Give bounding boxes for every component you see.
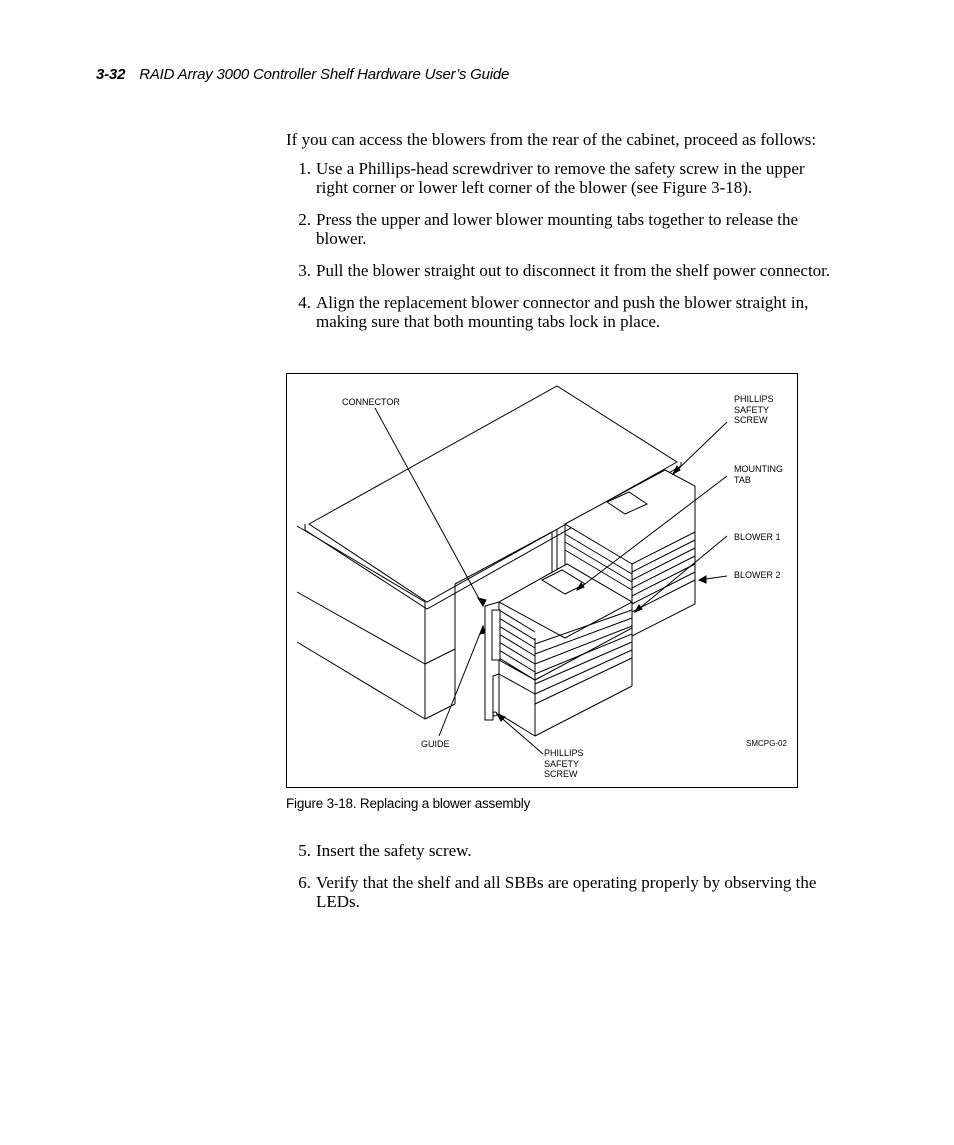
figure-blower-assembly [286, 373, 798, 788]
page-number: 3-32 [96, 66, 126, 83]
step-text: Align the replacement blower connector and push the blower straight in, making sure that both mounting tabs lock in place. [316, 293, 809, 331]
figure-id: SMCPG-02 [746, 739, 787, 748]
step-number: 5. [298, 841, 311, 860]
step-number: 4. [298, 293, 311, 312]
label-phillips-screw-top: PHILLIPS SAFETY SCREW [734, 394, 774, 425]
step-item [286, 210, 846, 248]
step-number: 2. [298, 210, 311, 229]
figure-caption: Figure 3-18. Replacing a blower assembly [286, 796, 531, 811]
label-guide: GUIDE [421, 739, 450, 749]
intro-paragraph: If you can access the blowers from the rear of the cabinet, proceed as follows: [286, 130, 817, 149]
step-text: Use a Phillips-head screwdriver to remove the safety screw in the upper right corner or lower left corner of the blower (see Figure 3-18). [316, 159, 805, 197]
label-phillips-screw-bottom: PHILLIPS SAFETY SCREW [544, 748, 584, 779]
label-connector: CONNECTOR [342, 397, 400, 407]
document-title: RAID Array 3000 Controller Shelf Hardware User’s Guide [139, 66, 510, 83]
running-head [96, 66, 509, 83]
label-blower-1: BLOWER 1 [734, 532, 781, 542]
step-item [286, 159, 846, 197]
step-text: Pull the blower straight out to disconnect it from the shelf power connector. [316, 261, 831, 280]
label-blower-2: BLOWER 2 [734, 570, 781, 580]
step-number: 1. [298, 159, 311, 178]
step-number: 6. [298, 873, 311, 892]
procedure-steps-5-6 [286, 841, 846, 924]
step-number: 3. [298, 261, 311, 280]
step-text: Insert the safety screw. [316, 841, 472, 860]
procedure-steps-1-4 [286, 159, 846, 344]
step-item [286, 293, 846, 331]
blower-assembly-illustration [287, 374, 797, 787]
label-mounting-tab: MOUNTING TAB [734, 464, 783, 485]
step-item [286, 841, 846, 860]
step-text: Verify that the shelf and all SBBs are operating properly by observing the LEDs. [316, 873, 817, 911]
step-item [286, 261, 846, 280]
step-item [286, 873, 846, 911]
step-text: Press the upper and lower blower mounting tabs together to release the blower. [316, 210, 799, 248]
